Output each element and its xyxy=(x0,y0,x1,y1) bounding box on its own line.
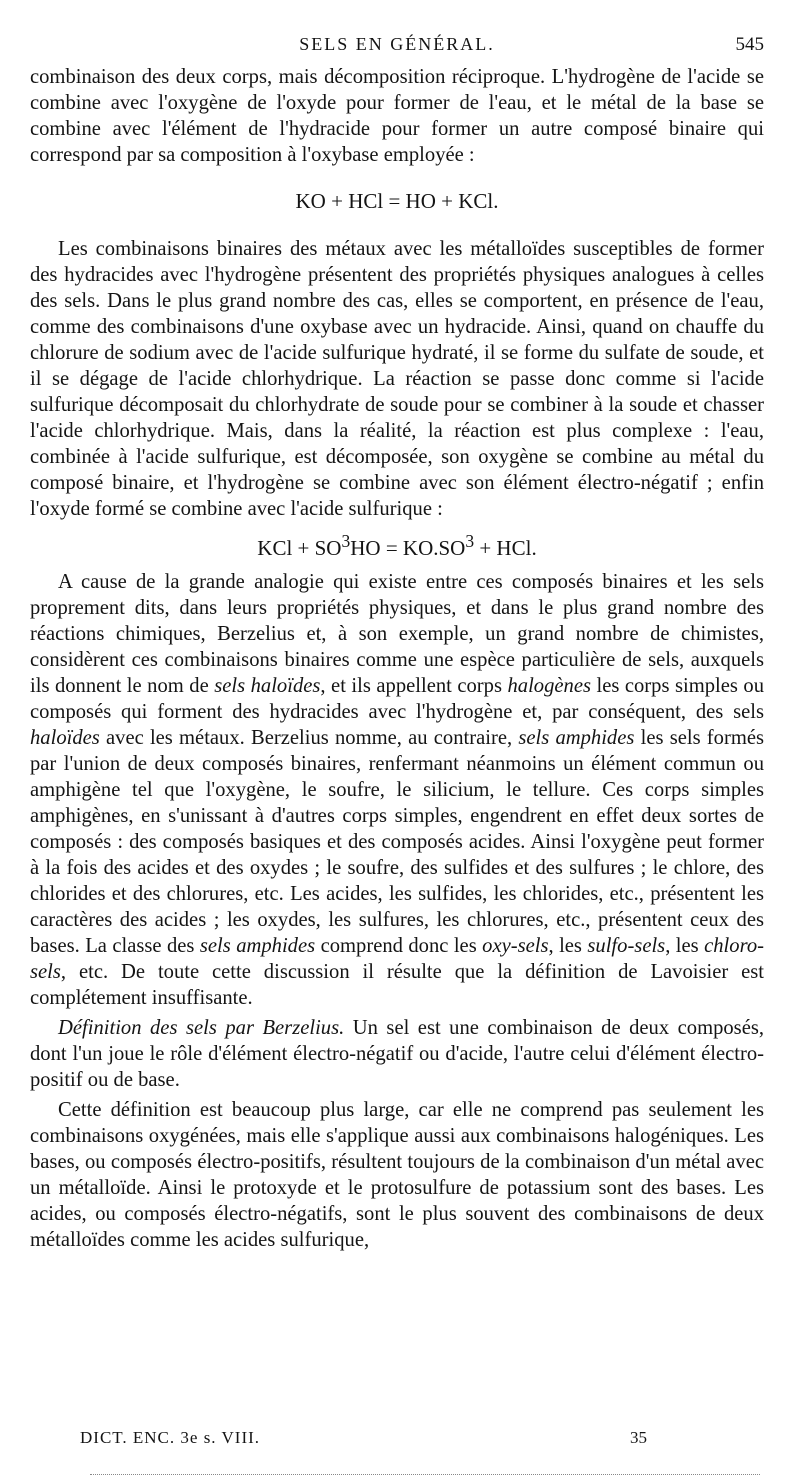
paragraph-definition-scope: Cette définition est beaucoup plus large, car elle ne comprend pas seulement les combinaisons oxygénées, mais elle s'applique aussi aux combinaisons halogéniques. Les bases, ou composés électro-positifs, résultent toujours de la combinaison d'un métal avec un métalloïde. Ainsi le protoxyde et le protosulfure de potassium sont des bases. Les acides, ou composés électro-négatifs, sont le plus souvent des combinaisons de deux métalloïdes comme les acides sulfurique, xyxy=(30,1099,764,1251)
page-body xyxy=(30,64,764,1253)
text-run: , et ils appellent corps xyxy=(320,675,508,697)
text-run: comprend donc les xyxy=(315,935,483,957)
sheet-number: 35 xyxy=(630,1428,647,1447)
text-run: , etc. De toute cette discussion il résulte que la définition de Lavoisier est complétement insuffisante. xyxy=(30,961,764,1009)
term-sels-haloides: sels haloïdes xyxy=(214,675,321,697)
paragraph-continuation: combinaison des deux corps, mais décomposition réciproque. L'hydrogène de l'acide se combine avec l'oxygène de l'oxyde pour former de l'eau, et le métal de la base se combine avec l'élément de l'hydracide pour former un autre composé binaire qui correspond par sa composition à l'oxybase employée : xyxy=(30,66,764,166)
text-run: les sels formés par l'union de deux composés binaires, renfermant néanmoins un élément commun ou amphigène tel que l'oxygène, le soufre, le silicium, le tellure. Ces corps simples amphigènes, en s'unissant à d'autres corps simples, engendrent en effet deux sortes de composés : des composés basiques et des composés acides. Ainsi l'oxygène peut former à la fois des acides et des oxydes ; le soufre, des sulfides et des sulfures ; le chlore, des chlorides et des chlorures, etc. Les acides, les sulfides, les chlorides, etc., présentent les caractères des acides ; les oxydes, les sulfures, les chlorures, etc., présentent ceux des bases. La classe des xyxy=(30,727,764,957)
term-halogenes: halogènes xyxy=(507,675,591,697)
running-header xyxy=(30,34,764,58)
paragraph-binary-combinations: Les combinaisons binaires des métaux avec les métalloïdes susceptibles de former des hydracides avec l'hydrogène présentent des propriétés physiques analogues à celles des sels. Dans le plus grand nombre des cas, elles se comportent, en présence de l'eau, comme des combinaisons d'une oxybase avec un hydracide. Ainsi, quand on chauffe du chlorure de sodium avec de l'acide sulfurique hydraté, il se forme du sulfate de soude, et il se dégage de l'acide chlorhydrique. La réaction se passe donc comme si l'acide sulfurique décomposait du chlorhydrate de soude pour se combiner à la soude et chasser l'acide chlorhydrique. Mais, dans la réalité, la réaction est plus complexe : l'eau, combinée à l'acide sulfurique, est décomposée, son oxygène se combine au métal du composé binaire, et l'hydrogène se combine avec son élément électro-négatif ; enfin l'oxyde formé se combine avec l'acide sulfurique : xyxy=(30,238,764,520)
printer-signature: DICT. ENC. 3e s. VIII. xyxy=(80,1428,261,1447)
equation-2-sup-b: 3 xyxy=(465,531,475,551)
text-run: , les xyxy=(665,935,705,957)
term-haloides: haloïdes xyxy=(30,727,100,749)
text-run: A cause de la grande analogie qui existe entre ces composés binaires et les sels proprement dits, dans leurs propriétés physiques, et dans le plus grand nombre des réactions chimiques, Berzelius et, à son exemple, un grand nombre de chimistes, considèrent ces combinaisons binaires comme une espèce particulière de sels, auxquels ils donnent le nom de xyxy=(30,571,764,697)
text-run: les corps simples ou composés qui forment des hydracides avec l'hydrogène et, par conséquent, des sels xyxy=(30,675,764,723)
equation-1: KO + HCl = HO + KCl. xyxy=(295,189,499,213)
equation-2-part-a: KCl + SO xyxy=(257,536,342,560)
equation-2-sup-a: 3 xyxy=(341,531,351,551)
page-number: 545 xyxy=(735,34,764,55)
paragraph-berzelius-definition xyxy=(30,1015,764,1093)
equation-2-part-b: HO = KO.SO xyxy=(350,536,466,560)
text-run: , les xyxy=(548,935,588,957)
term-sulfo-sels: sulfo-sels xyxy=(587,935,666,957)
term-sels-amphides: sels amphides xyxy=(518,727,635,749)
section-heading-berzelius: Définition des sels par Berzelius. xyxy=(58,1017,345,1039)
term-oxy-sels: oxy-sels xyxy=(482,935,549,957)
equation-2 xyxy=(30,528,764,561)
paragraph-haloid-salts xyxy=(30,569,764,1011)
bottom-dotted-rule xyxy=(90,1474,760,1475)
running-title: SELS EN GÉNÉRAL. xyxy=(299,34,495,54)
term-chloro-sels: chloro-sels xyxy=(30,935,764,983)
equation-2-part-c: + HCl. xyxy=(474,536,537,560)
page-footer xyxy=(60,1428,660,1452)
text-run: Un sel est une combinaison de deux composés, dont l'un joue le rôle d'élément électro-négatif ou d'acide, l'autre celui d'élément électro-positif ou de base. xyxy=(30,1017,764,1091)
text-run: avec les métaux. Berzelius nomme, au contraire, xyxy=(99,727,519,749)
term-sels-amphides-2: sels amphides xyxy=(199,935,316,957)
